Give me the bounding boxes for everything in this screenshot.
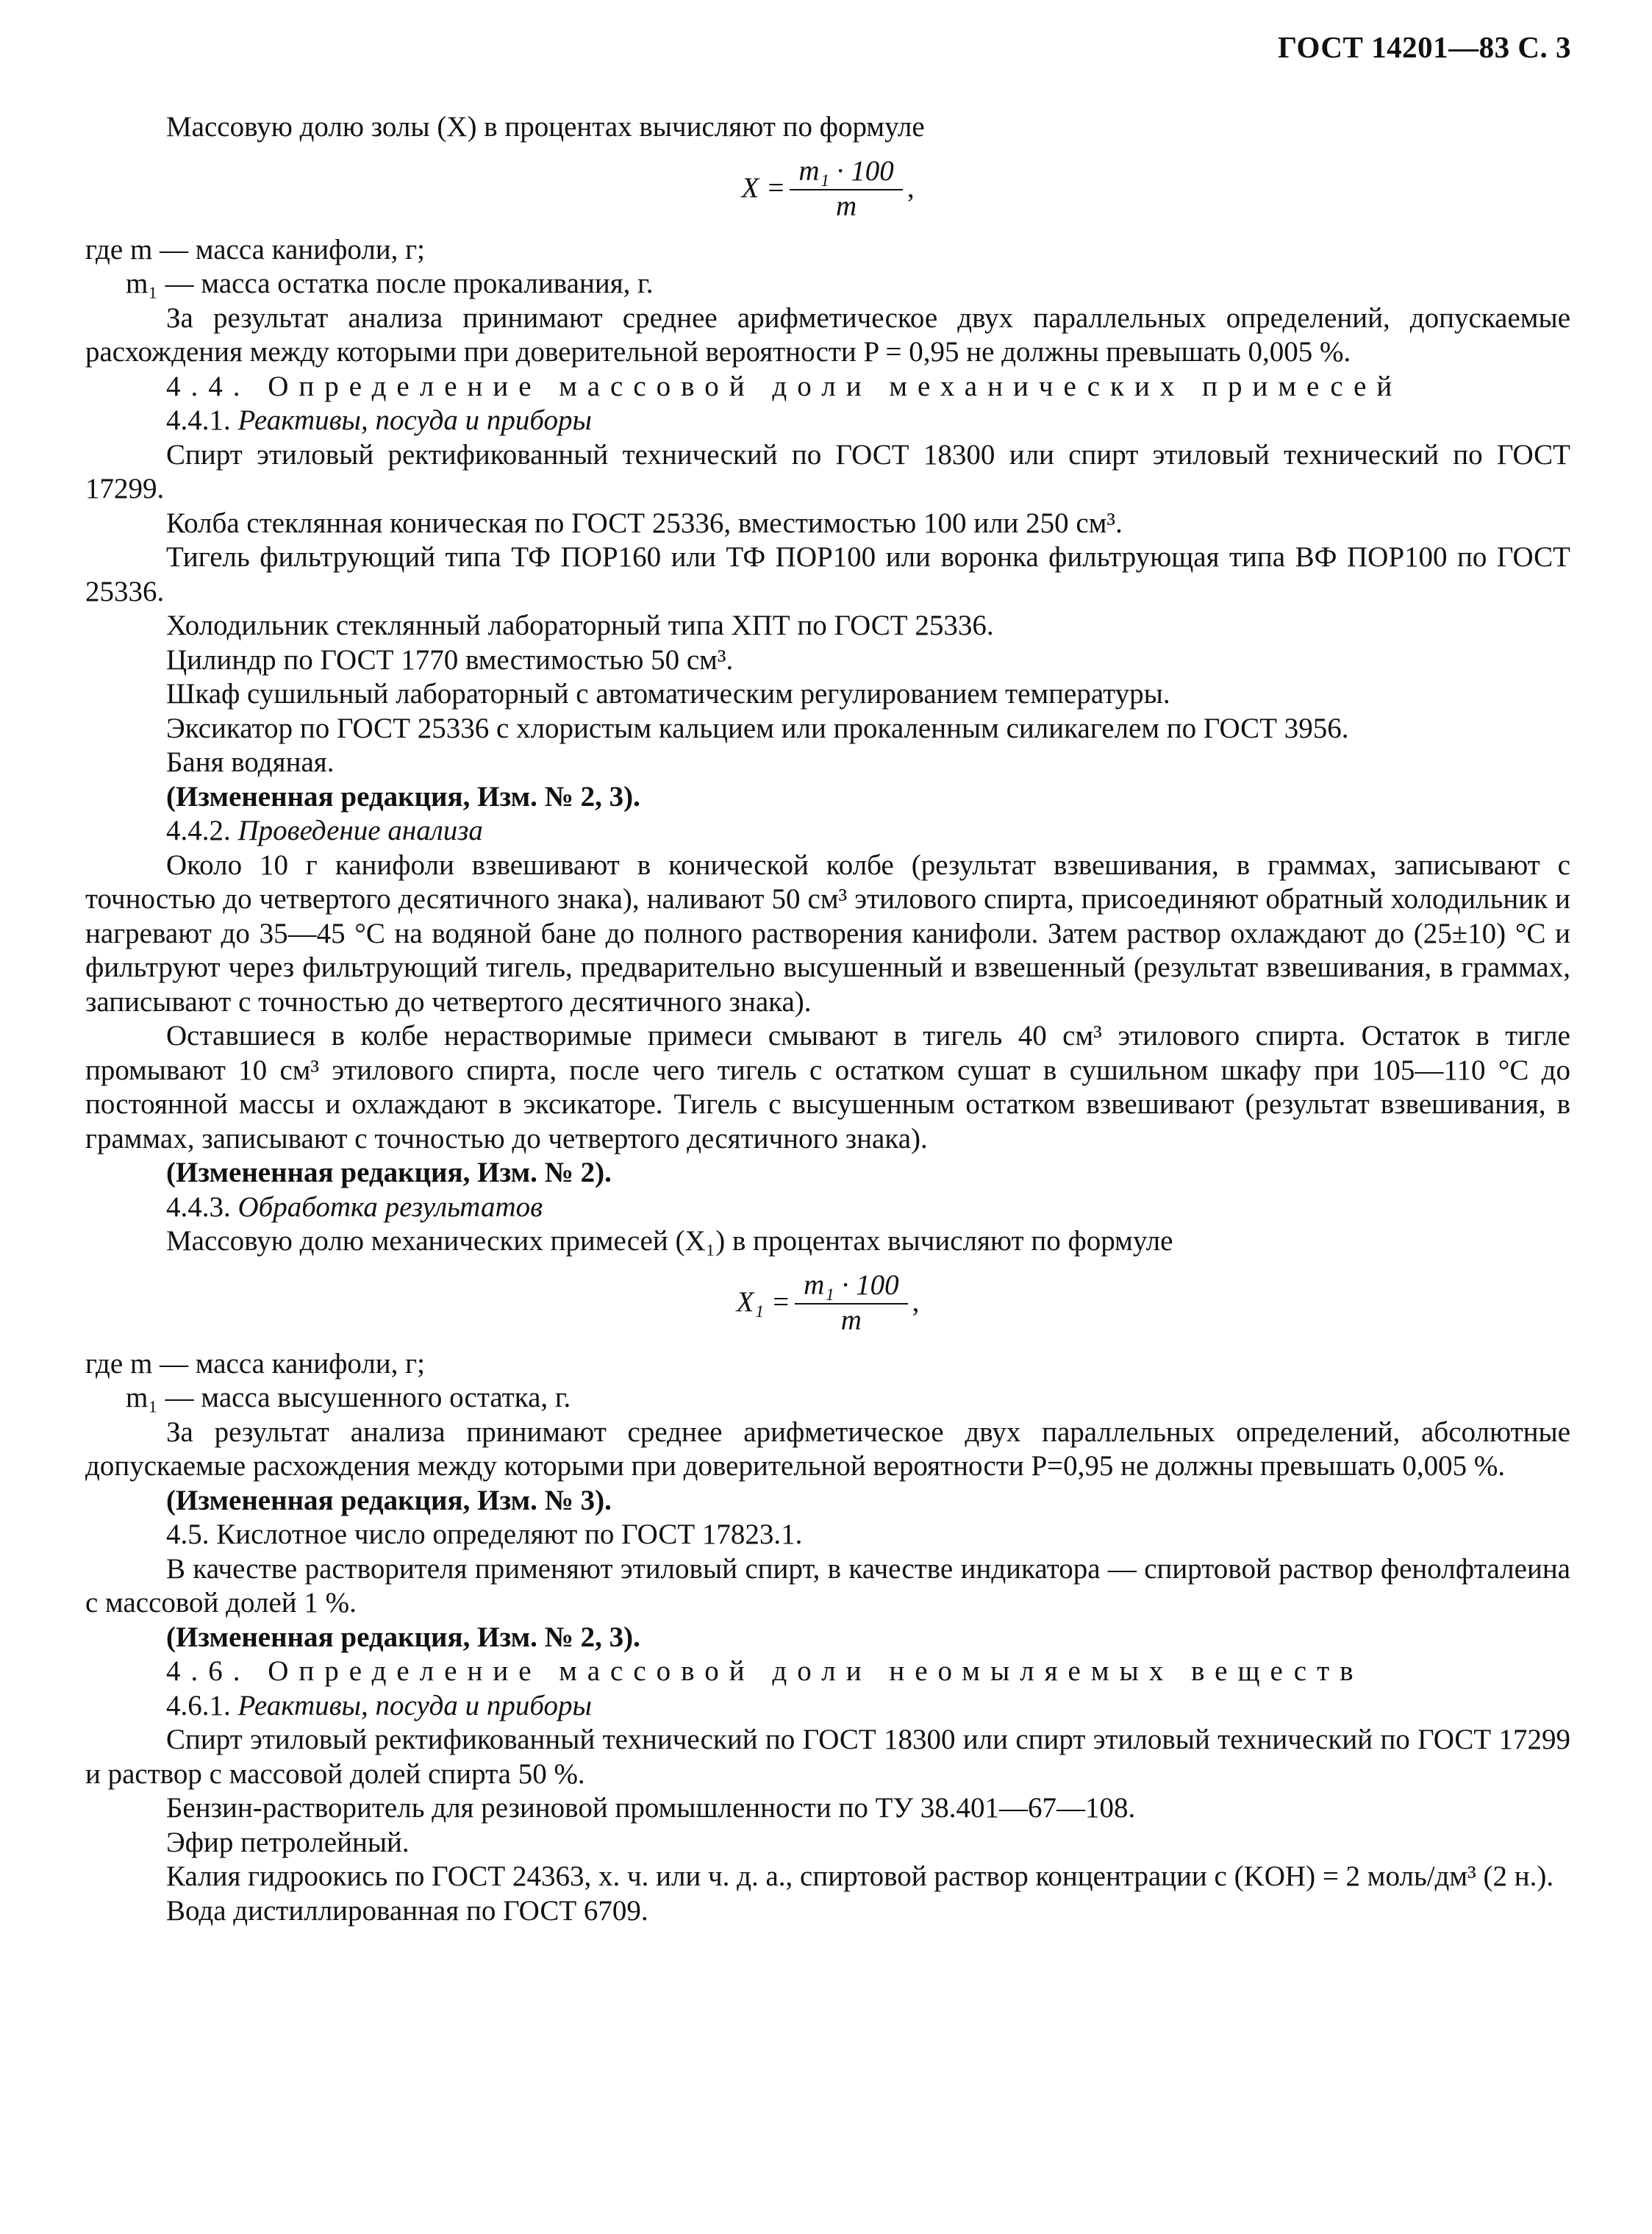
where-line: m₁ — масса высушенного остатка, г. — [126, 1382, 571, 1413]
where-line: m₁ — масса остатка после прокаливания, г. — [126, 268, 654, 299]
where-line: где m — масса канифоли, г; — [85, 1347, 426, 1380]
revision-note: (Измененная редакция, Изм. № 3). — [166, 1484, 612, 1516]
section-heading-4-6: 4.6. Определение массовой доли неомыляемых веществ — [166, 1655, 1364, 1687]
formula-denominator: m — [835, 190, 857, 222]
ash-intro: Массовую долю золы (X) в процентах вычисляют по формуле — [166, 111, 925, 143]
subsection-heading-4-4-2: 4.4.2. Проведение анализа — [166, 815, 483, 846]
formula-lhs: X₁ = — [736, 1286, 791, 1318]
section-4-5-text: В качестве растворителя применяют этиловый спирт, в качестве индикатора — спиртовой раствор фенолфталеина с массовой долей 1 %. — [85, 1552, 1570, 1619]
list-item: Спирт этиловый ректификованный технический по ГОСТ 18300 или спирт этиловый технический по ГОСТ 17299 и раствор с массовой долей спирта 50 %. — [85, 1724, 1570, 1790]
list-item: Баня водяная. — [166, 746, 335, 778]
subsection-heading-4-4-1: 4.4.1. Реактивы, посуда и приборы — [166, 404, 592, 436]
formula-lhs: X = — [741, 172, 786, 204]
section-heading-4-4: 4.4. Определение массовой доли механических примесей — [166, 370, 1403, 402]
subsection-heading-4-6-1: 4.6.1. Реактивы, посуда и приборы — [166, 1689, 592, 1721]
list-item: Холодильник стеклянный лабораторный типа ХПТ по ГОСТ 25336. — [166, 610, 994, 641]
list-item: Эфир петролейный. — [166, 1826, 410, 1858]
formula-fraction — [790, 155, 902, 223]
formula-numerator: m₁ · 100 — [790, 155, 902, 190]
list-item: Цилиндр по ГОСТ 1770 вместимостью 50 см³. — [166, 643, 734, 676]
formula-tail: , — [912, 1286, 920, 1318]
revision-note: (Измененная редакция, Изм. № 2). — [166, 1157, 612, 1188]
impurities-intro: Массовую долю механических примесей (X₁) в процентах вычисляют по формуле — [166, 1225, 1173, 1257]
formula-tail: , — [907, 172, 915, 204]
where-line: где m — масса канифоли, г; — [85, 233, 426, 265]
list-item: Шкаф сушильный лабораторный с автоматическим регулированием температуры. — [166, 678, 1170, 710]
list-item: Эксикатор по ГОСТ 25336 с хлористым кальцием или прокаленным силикагелем по ГОСТ 3956. — [166, 712, 1349, 744]
procedure-paragraph: Оставшиеся в колбе нерастворимые примеси смывают в тигель 40 см³ этилового спирта. Остаток в тигле промывают 10 см³ этилового спирта, после чего тигель с остатком сушат в сушильном шкафу при 105—110 °С до постоянной массы и охлаждают в эксикаторе. Тигель с высушенным остатком взвешивают (результат взвешивания, в граммах, записывают с точностью до четвертого десятичного знака). — [85, 1020, 1570, 1155]
list-item: Тигель фильтрующий типа ТФ ПОР160 или ТФ ПОР100 или воронка фильтрующая типа ВФ ПОР100 по ГОСТ 25336. — [85, 541, 1570, 607]
formula-ash — [85, 145, 1570, 233]
list-item: Бензин-растворитель для резиновой промышленности по ТУ 38.401—67—108. — [166, 1792, 1136, 1824]
page-header: ГОСТ 14201—83 С. 3 — [1277, 30, 1571, 64]
revision-note: (Измененная редакция, Изм. № 2, 3). — [166, 1621, 640, 1653]
list-item: Калия гидроокись по ГОСТ 24363, х. ч. или ч. д. а., спиртовой раствор концентрации c (KOH) = 2 моль/дм³ (2 н.). — [166, 1860, 1554, 1892]
revision-note: (Измененная редакция, Изм. № 2, 3). — [166, 780, 640, 813]
document-body — [85, 0, 1570, 2234]
list-item: Колба стеклянная коническая по ГОСТ 25336, вместимостью 100 или 250 см³. — [166, 507, 1123, 539]
result-paragraph: За результат анализа принимают среднее арифметическое двух параллельных определений, допускаемые расхождения между которыми при доверительной вероятности P = 0,95 не должны превышать 0,005 %. — [85, 301, 1570, 368]
procedure-paragraph: Около 10 г канифоли взвешивают в конической колбе (результат взвешивания, в граммах, записывают с точностью до четвертого десятичного знака), наливают 50 см³ этилового спирта, присоединяют обратный холодильник и нагревают до 35—45 °С на водяной бане до полного растворения канифоли. Затем раствор охлаждают до (25±10) °С и фильтруют через фильтрующий тигель, предварительно высушенный и взвешенный (результат взвешивания, в граммах, записывают с точностью до четвертого десятичного знака). — [85, 849, 1570, 1018]
formula-impurities — [85, 1259, 1570, 1347]
formula-fraction — [795, 1269, 907, 1337]
subsection-heading-4-4-3: 4.4.3. Обработка результатов — [166, 1191, 543, 1223]
list-item: Спирт этиловый ректификованный технический по ГОСТ 18300 или спирт этиловый технический по ГОСТ 17299. — [85, 438, 1570, 504]
list-item: Вода дистиллированная по ГОСТ 6709. — [166, 1894, 648, 1927]
result-paragraph: За результат анализа принимают среднее арифметическое двух параллельных определений, абсолютные допускаемые расхождения между которыми при доверительной вероятности P=0,95 не должны превышать 0,005 %. — [85, 1416, 1570, 1482]
section-4-5: 4.5. Кислотное число определяют по ГОСТ 17823.1. — [166, 1519, 803, 1550]
formula-denominator: m — [840, 1304, 862, 1336]
formula-numerator: m₁ · 100 — [795, 1269, 907, 1305]
